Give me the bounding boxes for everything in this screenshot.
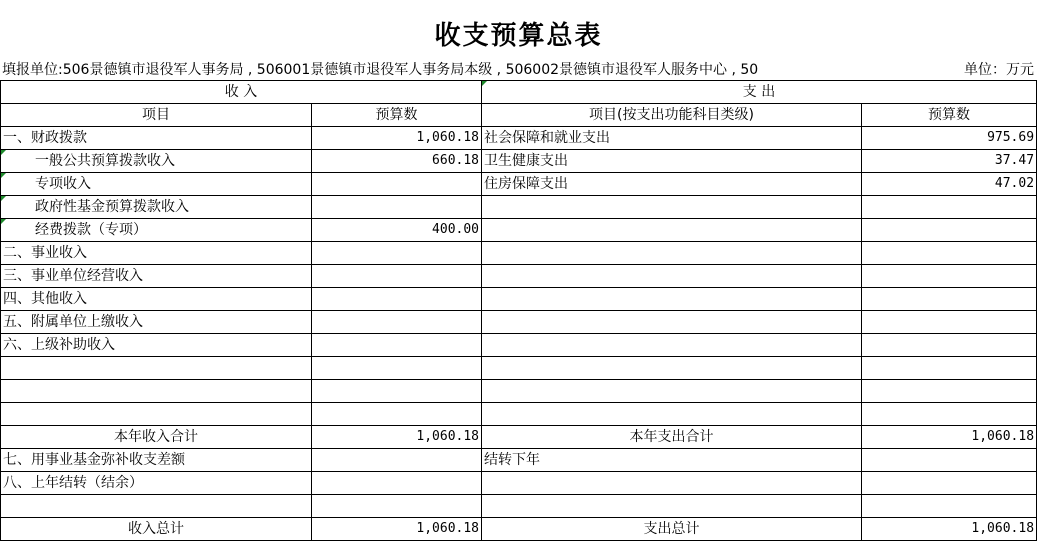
unit-label: 单位：万元 (964, 62, 1034, 78)
income-item-cell[interactable]: 二、事业收入 (1, 242, 312, 265)
income-value-cell[interactable] (312, 196, 482, 219)
empty-row (1, 495, 1037, 518)
expense-value-cell[interactable]: 37.47 (862, 150, 1037, 173)
empty-cell[interactable] (312, 357, 482, 380)
expense-value-cell[interactable] (862, 288, 1037, 311)
income-item-cell[interactable] (1, 196, 312, 219)
empty-cell[interactable] (312, 403, 482, 426)
income-value-cell[interactable] (312, 173, 482, 196)
empty-row (1, 357, 1037, 380)
empty-cell[interactable] (482, 403, 862, 426)
expense-value-cell[interactable] (862, 449, 1037, 472)
empty-cell[interactable] (862, 403, 1037, 426)
expense-value-cell[interactable] (862, 219, 1037, 242)
table-row (1, 242, 1037, 265)
cell-marker (1, 196, 6, 201)
page-title: 收支预算总表 (434, 21, 603, 51)
table-row (1, 449, 1037, 472)
empty-cell[interactable] (482, 380, 862, 403)
expense-value-cell[interactable]: 975.69 (862, 127, 1037, 150)
empty-cell[interactable] (862, 380, 1037, 403)
expense-item-cell[interactable] (482, 196, 862, 219)
income-value-cell[interactable] (312, 242, 482, 265)
table-row (1, 150, 1037, 173)
expense-item-cell[interactable] (482, 219, 862, 242)
empty-cell[interactable] (862, 495, 1037, 518)
expense-value-cell[interactable] (862, 334, 1037, 357)
income-value-cell[interactable] (312, 311, 482, 334)
cell-marker (1, 150, 6, 155)
income-item-cell[interactable]: 七、用事业基金弥补收支差额 (1, 449, 312, 472)
income-item-cell[interactable] (1, 173, 312, 196)
income-budget-header[interactable]: 预算数 (312, 104, 482, 127)
empty-cell[interactable] (1, 357, 312, 380)
income-item-label: 专项收入 (35, 176, 91, 192)
income-value-cell[interactable]: 400.00 (312, 219, 482, 242)
column-header-row (1, 104, 1037, 127)
grand-expense-total-label[interactable]: 支出总计 (482, 518, 862, 541)
empty-cell[interactable] (1, 495, 312, 518)
expense-value-cell[interactable]: 47.02 (862, 173, 1037, 196)
empty-cell[interactable] (1, 380, 312, 403)
table-row (1, 127, 1037, 150)
income-item-header[interactable]: 项目 (1, 104, 312, 127)
table-row (1, 265, 1037, 288)
expense-item-cell[interactable] (482, 242, 862, 265)
year-expense-total-value[interactable]: 1,060.18 (862, 426, 1037, 449)
income-item-cell[interactable]: 三、事业单位经营收入 (1, 265, 312, 288)
income-value-cell[interactable] (312, 265, 482, 288)
expense-item-cell[interactable]: 住房保障支出 (482, 173, 862, 196)
income-item-cell[interactable] (1, 219, 312, 242)
fill-unit-text: 填报单位:506景德镇市退役军人事务局 , 506001景德镇市退役军人事务局本级 , 506002景德镇市退役军人服务中心 , 50 (2, 62, 759, 78)
table-row (1, 334, 1037, 357)
expense-item-cell[interactable]: 社会保障和就业支出 (482, 127, 862, 150)
income-item-cell[interactable] (1, 150, 312, 173)
income-value-cell[interactable]: 660.18 (312, 150, 482, 173)
income-item-cell[interactable]: 五、附属单位上缴收入 (1, 311, 312, 334)
income-item-cell[interactable]: 八、上年结转（结余） (1, 472, 312, 495)
cell-marker (1, 219, 6, 224)
table-row (1, 173, 1037, 196)
expense-item-cell[interactable] (482, 311, 862, 334)
table-row (1, 288, 1037, 311)
expense-value-cell[interactable] (862, 196, 1037, 219)
empty-row (1, 380, 1037, 403)
income-section-header[interactable]: 收 入 (1, 81, 482, 104)
expense-item-cell[interactable] (482, 334, 862, 357)
empty-row (1, 403, 1037, 426)
empty-cell[interactable] (312, 495, 482, 518)
empty-cell[interactable] (1, 403, 312, 426)
table-row (1, 472, 1037, 495)
grand-total-row (1, 518, 1037, 541)
empty-cell[interactable] (862, 357, 1037, 380)
year-total-row (1, 426, 1037, 449)
grand-income-total-label[interactable]: 收入总计 (1, 518, 312, 541)
empty-cell[interactable] (482, 495, 862, 518)
income-item-label: 经费拨款（专项） (35, 222, 147, 238)
expense-item-header[interactable]: 项目(按支出功能科目类级) (482, 104, 862, 127)
income-value-cell[interactable] (312, 334, 482, 357)
empty-cell[interactable] (312, 380, 482, 403)
year-income-total-value[interactable]: 1,060.18 (312, 426, 482, 449)
income-item-cell[interactable]: 一、财政拨款 (1, 127, 312, 150)
cell-marker (1, 173, 6, 178)
table-row (1, 311, 1037, 334)
year-income-total-label[interactable]: 本年收入合计 (1, 426, 312, 449)
expense-budget-header[interactable]: 预算数 (862, 104, 1037, 127)
expense-value-cell[interactable] (862, 242, 1037, 265)
expense-value-cell[interactable] (862, 311, 1037, 334)
expense-section-label: 支 出 (742, 84, 776, 100)
budget-table (0, 80, 1037, 541)
expense-value-cell[interactable] (862, 265, 1037, 288)
section-header-row (1, 81, 1037, 104)
income-item-cell[interactable]: 四、其他收入 (1, 288, 312, 311)
income-value-cell[interactable] (312, 472, 482, 495)
expense-item-cell[interactable] (482, 265, 862, 288)
expense-item-cell[interactable]: 结转下年 (482, 449, 862, 472)
expense-value-cell[interactable] (862, 472, 1037, 495)
income-value-cell[interactable] (312, 449, 482, 472)
empty-cell[interactable] (482, 357, 862, 380)
year-expense-total-label[interactable]: 本年支出合计 (482, 426, 862, 449)
expense-item-cell[interactable] (482, 472, 862, 495)
cell-marker (482, 81, 487, 86)
expense-item-cell[interactable]: 卫生健康支出 (482, 150, 862, 173)
table-row (1, 219, 1037, 242)
expense-item-cell[interactable] (482, 288, 862, 311)
grand-income-total-value[interactable]: 1,060.18 (312, 518, 482, 541)
income-value-cell[interactable] (312, 288, 482, 311)
table-row (1, 196, 1037, 219)
grand-expense-total-value[interactable]: 1,060.18 (862, 518, 1037, 541)
income-value-cell[interactable]: 1,060.18 (312, 127, 482, 150)
income-item-label: 一般公共预算拨款收入 (35, 153, 175, 169)
expense-section-header[interactable] (482, 81, 1037, 104)
income-item-cell[interactable]: 六、上级补助收入 (1, 334, 312, 357)
income-item-label: 政府性基金预算拨款收入 (35, 199, 189, 215)
